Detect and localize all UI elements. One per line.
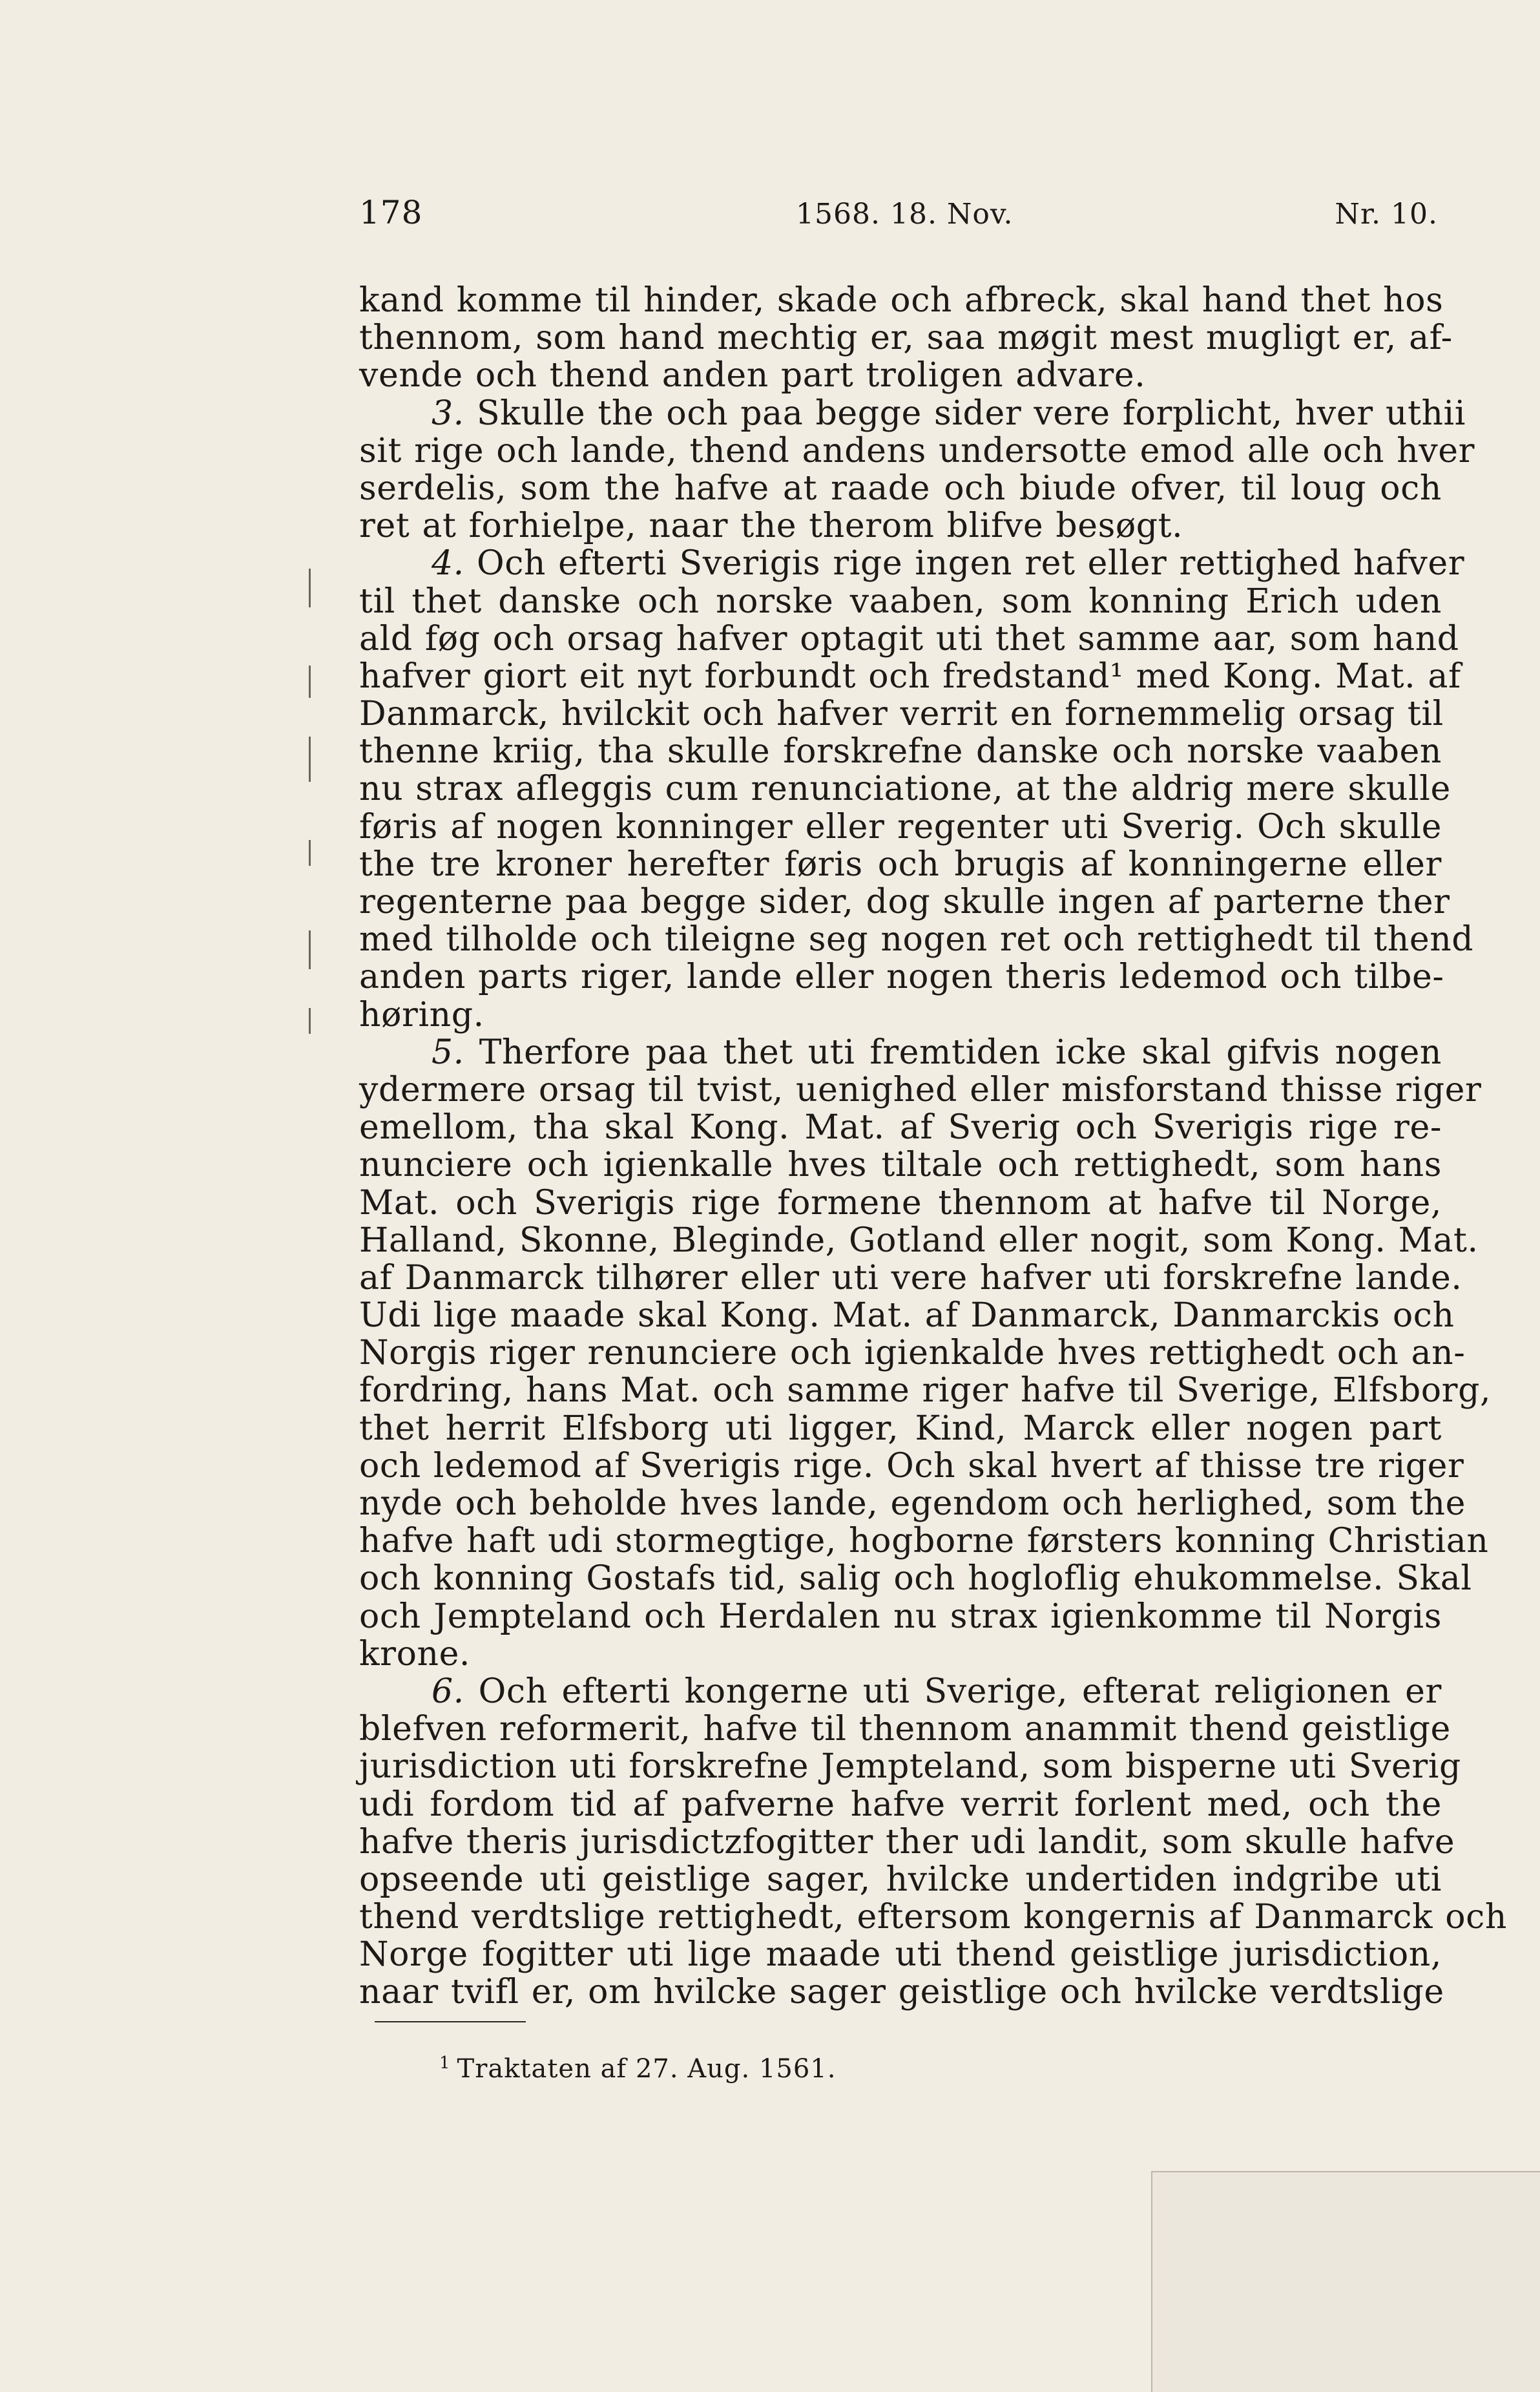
line-text: the tre kroner herefter føris och brugis af konningerne eller xyxy=(359,845,1442,884)
line-text: Skulle the och paa begge sider vere forplicht, hver uthii xyxy=(464,393,1466,433)
text-line xyxy=(359,1747,1461,1787)
text-line xyxy=(359,1296,1455,1336)
line-text: nyde och beholde hves lande, egendom och herlighed, som the xyxy=(359,1484,1466,1523)
text-line xyxy=(359,883,1450,921)
text-line xyxy=(359,1070,1482,1109)
line-text: serdelis, som the hafve at raade och biude ofver, til loug och xyxy=(359,468,1442,508)
footnote-rule xyxy=(375,2021,526,2022)
text-line xyxy=(359,920,1474,960)
text-line xyxy=(359,1973,1442,2011)
text-line xyxy=(359,1034,1442,1071)
text-line xyxy=(359,1898,1507,1937)
text-line xyxy=(359,507,1442,545)
text-line xyxy=(359,1484,1466,1523)
text-line xyxy=(359,544,1465,583)
line-text: nunciere och igienkalle hves tiltale och rettighedt, som hans xyxy=(359,1146,1442,1185)
line-text: och ledemod af Sverigis rige. Och skal hvert af thisse tre riger xyxy=(359,1446,1464,1485)
line-text: och konning Gostafs tid, salig och hogloflig ehukommelse. Skal xyxy=(359,1559,1472,1599)
line-text: thennom, som hand mechtig er, saa møgit mest mugligt er, af- xyxy=(359,319,1453,358)
text-line xyxy=(359,619,1459,658)
text-line xyxy=(359,1410,1442,1447)
line-text: Och efterti Sverigis rige ingen ret eller rettighed hafver xyxy=(464,544,1465,583)
text-line xyxy=(359,431,1475,470)
line-text: kand komme til hinder, skade och afbreck, skal hand thet hos xyxy=(359,281,1444,320)
line-text: hafve haft udi stormegtige, hogborne førsters konning Christian xyxy=(359,1522,1489,1561)
line-text: føris af nogen konninger eller regenter uti Sverig. Och skulle xyxy=(359,807,1442,846)
text-line xyxy=(359,770,1451,809)
line-text: Udi lige maade skal Kong. Mat. af Danmarck, Danmarckis och xyxy=(359,1296,1455,1336)
footnote-mark: 1 xyxy=(439,2053,451,2073)
line-text: fordring, hans Mat. och samme riger hafve til Sverige, Elfsborg, xyxy=(359,1371,1492,1411)
line-text: naar tvifl er, om hvilcke sager geistlige och hvilcke verdtslige xyxy=(359,1973,1444,2012)
text-line xyxy=(359,1673,1442,1710)
paragraph-number: 3. xyxy=(432,393,464,433)
text-line xyxy=(359,1559,1472,1599)
line-text: sit rige och lande, thend andens undersotte emod alle och hver xyxy=(359,431,1475,470)
line-text: krone. xyxy=(359,1634,471,1673)
page-number: 178 xyxy=(359,194,423,231)
scan-edge xyxy=(1151,2171,1540,2392)
text-line xyxy=(359,1446,1464,1485)
text-line xyxy=(359,1109,1442,1146)
line-text: Norgis riger renunciere och igienkalde hves rettighedt och an- xyxy=(359,1334,1466,1373)
line-text: opseende uti geistlige sager, hvilcke undertiden indgribe uti xyxy=(359,1860,1442,1899)
line-text: høring. xyxy=(359,995,484,1034)
document-number: Nr. 10. xyxy=(1335,198,1438,231)
text-line xyxy=(359,1221,1479,1260)
line-text: Halland, Skonne, Bleginde, Gotland eller nogit, som Kong. Mat. xyxy=(359,1221,1479,1260)
text-line xyxy=(359,357,1442,394)
text-line xyxy=(359,1184,1442,1222)
text-line xyxy=(359,1258,1462,1297)
line-text: vende och thend anden part troligen advare. xyxy=(359,356,1146,395)
text-line xyxy=(359,958,1442,996)
text-line xyxy=(359,846,1442,883)
line-text: Therfore paa thet uti fremtiden icke skal gifvis nogen xyxy=(464,1033,1442,1072)
line-text: emellom, tha skal Kong. Mat. af Sverig och Sverigis rige re- xyxy=(359,1108,1442,1148)
line-text: ydermere orsag til tvist, uenighed eller misforstand thisse riger xyxy=(359,1070,1482,1109)
line-text: thenne kriig, tha skulle forskrefne danske och norske vaaben xyxy=(359,732,1442,771)
paragraph-number: 4. xyxy=(432,544,464,583)
margin-pencil-marks xyxy=(304,569,317,1034)
text-line xyxy=(359,996,1442,1034)
text-line xyxy=(359,393,1466,433)
running-header xyxy=(359,194,1438,239)
header-date: 1568. 18. Nov. xyxy=(796,198,1014,231)
text-line xyxy=(359,695,1442,733)
line-text: hafve theris jurisdictzfogitter ther udi landit, som skulle hafve xyxy=(359,1822,1455,1862)
text-line xyxy=(359,808,1442,846)
text-line xyxy=(359,733,1442,770)
line-text: anden parts riger, lande eller nogen theris ledemod och tilbe- xyxy=(359,958,1444,997)
paragraph-number: 6. xyxy=(432,1672,464,1711)
text-line xyxy=(359,1334,1466,1373)
text-line xyxy=(359,1635,1442,1673)
text-line xyxy=(359,1522,1489,1561)
line-text: nu strax afleggis cum renunciatione, at the aldrig mere skulle xyxy=(359,770,1451,809)
line-text: blefven reformerit, hafve til thennom anammit thend geistlige xyxy=(359,1710,1451,1749)
text-line xyxy=(359,583,1442,620)
line-text: hafver giort eit nyt forbundt och fredstand¹ med Kong. Mat. af xyxy=(359,656,1461,696)
line-text: Och efterti kongerne uti Sverige, efterat religionen er xyxy=(464,1672,1442,1711)
line-text: med tilholde och tileigne seg nogen ret och rettighedt til thend xyxy=(359,920,1474,960)
line-text: ret at forhielpe, naar the therom blifve besøgt. xyxy=(359,507,1183,546)
line-text: thend verdtslige rettighedt, eftersom kongernis af Danmarck och xyxy=(359,1898,1507,1937)
line-text: regenterne paa begge sider, dog skulle ingen af parterne ther xyxy=(359,883,1450,921)
line-text: Mat. och Sverigis rige formene thennom at hafve til Norge, xyxy=(359,1183,1442,1222)
text-line xyxy=(359,470,1442,507)
text-line xyxy=(359,1936,1442,1973)
line-text: ald føg och orsag hafver optagit uti thet samme aar, som hand xyxy=(359,619,1459,658)
text-line xyxy=(359,1598,1442,1635)
line-text: jurisdiction uti forskrefne Jempteland, som bisperne uti Sverig xyxy=(359,1747,1461,1787)
text-line xyxy=(359,282,1442,319)
line-text: Danmarck, hvilckit och hafver verrit en fornemmelig orsag til xyxy=(359,695,1444,734)
text-line xyxy=(359,1710,1451,1749)
text-line xyxy=(359,1371,1492,1411)
paragraph-number: 5. xyxy=(432,1033,464,1072)
text-line xyxy=(359,1861,1442,1898)
text-line xyxy=(359,1146,1442,1184)
line-text: Norge fogitter uti lige maade uti thend geistlige jurisdiction, xyxy=(359,1935,1442,1975)
body-text xyxy=(359,281,1507,2012)
text-line xyxy=(359,1786,1442,1823)
text-line xyxy=(359,656,1461,696)
line-text: udi fordom tid af pafverne hafve verrit forlent med, och the xyxy=(359,1785,1442,1824)
line-text: af Danmarck tilhører eller uti vere hafver uti forskrefne lande. xyxy=(359,1258,1462,1297)
line-text: och Jempteland och Herdalen nu strax igienkomme til Norgis xyxy=(359,1597,1442,1636)
text-line xyxy=(359,1822,1455,1862)
text-line xyxy=(359,319,1453,358)
footnote-text: Traktaten af 27. Aug. 1561. xyxy=(457,2054,837,2084)
line-text: til thet danske och norske vaaben, som konning Erich uden xyxy=(359,582,1442,621)
footnote xyxy=(439,2053,836,2084)
line-text: thet herrit Elfsborg uti ligger, Kind, Marck eller nogen part xyxy=(359,1409,1442,1448)
